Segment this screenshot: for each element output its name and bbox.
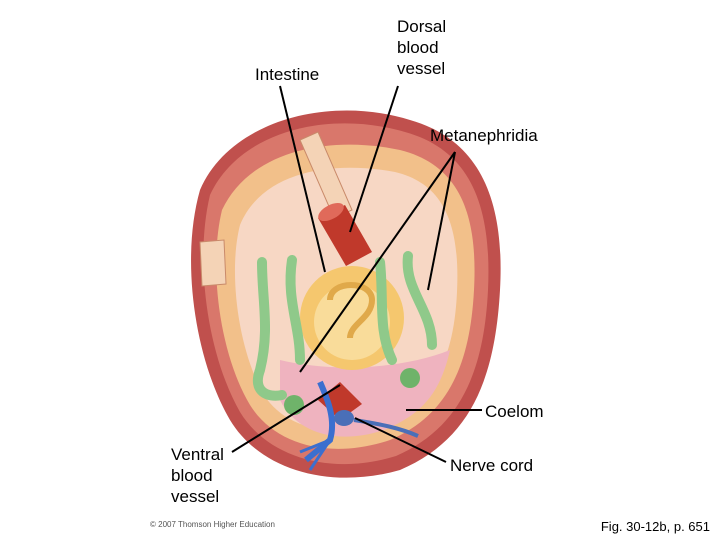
- nephrostome-left: [284, 395, 304, 415]
- copyright-notice: © 2007 Thomson Higher Education: [150, 520, 275, 529]
- label-dorsal-blood-vessel: Dorsal blood vessel: [397, 17, 447, 78]
- nephrostome-right: [400, 368, 420, 388]
- figure-caption: Fig. 30-12b, p. 651: [600, 519, 710, 534]
- label-metanephridia: Metanephridia: [430, 126, 538, 145]
- label-coelom: Coelom: [485, 402, 544, 421]
- cut-flap-left: [200, 240, 226, 286]
- label-intestine: Intestine: [255, 65, 320, 84]
- label-nerve-cord: Nerve cord: [450, 456, 534, 475]
- label-ventral-blood-vessel: Ventral blood vessel: [171, 445, 224, 506]
